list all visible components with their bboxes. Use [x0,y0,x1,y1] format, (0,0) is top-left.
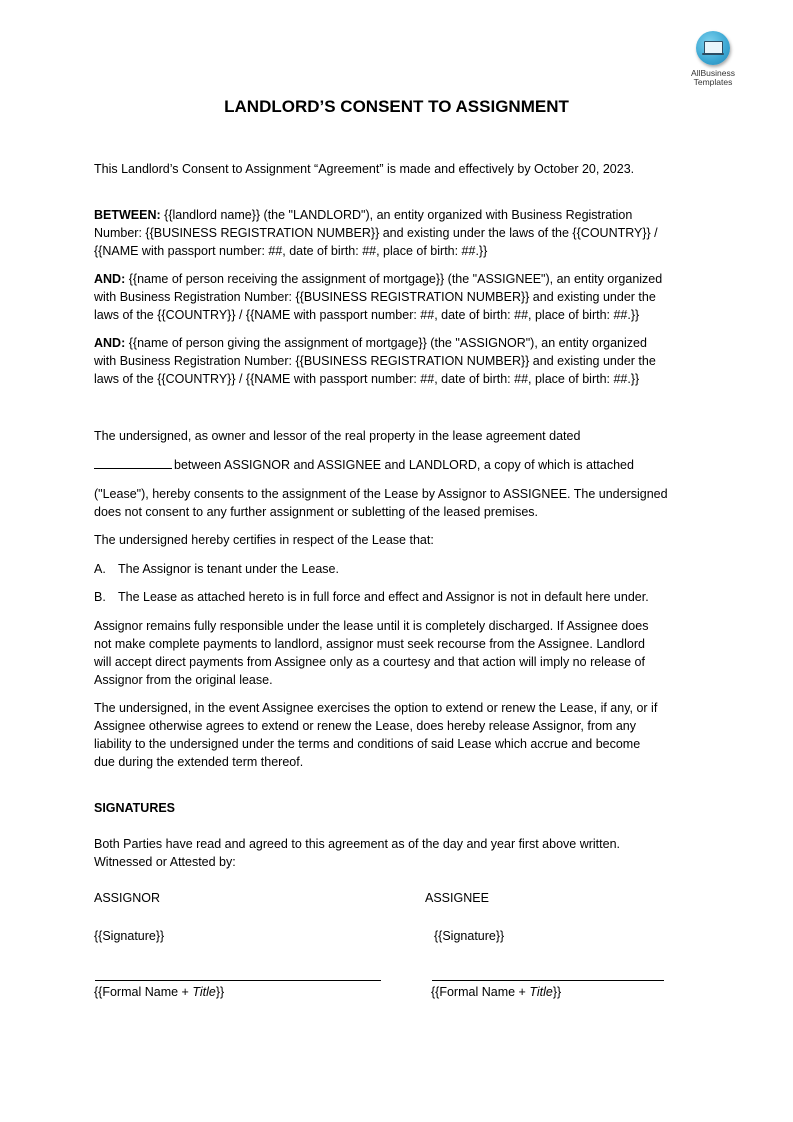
undersigned-paragraph: The undersigned, as owner and lessor of the real property in the lease agreement dated [94,429,581,443]
between-label: BETWEEN: [94,208,161,222]
and-label: AND: [94,336,126,350]
list-item: A. The Assignor is tenant under the Lease. [94,562,339,576]
responsible-paragraph: Assignor remains fully responsible under the lease until it is completely discharged. If Assignee does not make complete payments to landlord, assignor must seek recourse from the Assignee. Landlord will accept direct payments from Assignee only as a courtesy and that action will imply no release of Assignor from the original lease. [94,619,649,687]
certifies-paragraph: The undersigned hereby certifies in respect of the Lease that: [94,533,434,547]
assignee-paragraph: AND: {{name of person receiving the assignment of mortgage}} (the "ASSIGNEE"), an entity organized with Business Registration Number: {{BUSINESS REGISTRATION NUMBER}} and existing under the laws of the {{COUNTRY}} / {{NAME with passport number: ##, date of birth: ##, place of birth: ##.}} [94,272,663,322]
agreed-paragraph: Both Parties have read and agreed to this agreement as of the day and year first above written. Witnessed or Attested by: [94,837,621,869]
between-paragraph: BETWEEN: {{landlord name}} (the "LANDLORD"), an entity organized with Business Registration Number: {{BUSINESS REGISTRATION NUMBER}} and existing under the laws of the {{COUNTRY}} / {{NAME with passport number: ##, date of birth: ##, place of birth: ##.}} [94,208,658,258]
signatures-heading: SIGNATURES [94,801,176,815]
extend-paragraph: The undersigned, in the event Assignee exercises the option to extend or renew the Lease, if any, or if Assignee otherwise agrees to extend or renew the Lease, does hereby release Assignor, from any liability to the undersigned under the terms and conditions of said Lease which accrue and become due during the extended term thereof. [94,701,658,769]
laptop-icon [696,31,730,65]
logo-text: AllBusiness Templates [691,68,735,87]
assignor-signature-placeholder: {{Signature}} [94,929,165,943]
lease-consent-paragraph: ("Lease"), hereby consents to the assignment of the Lease by Assignor to ASSIGNEE. The undersigned does not consent to any further assignment or subletting of the leased premises. [94,487,668,519]
assignee-signature-placeholder: {{Signature}} [434,929,505,943]
assignee-signature-line [432,980,664,981]
intro-paragraph: This Landlord’s Consent to Assignment “Agreement” is made and effectively by October 20, 2023. [94,162,635,176]
and-label: AND: [94,272,126,286]
assignor-paragraph: AND: {{name of person giving the assignment of mortgage}} (the "ASSIGNOR"), an entity organized with Business Registration Number: {{BUSINESS REGISTRATION NUMBER}} and existing under the laws of the {{COUNTRY}} / {{NAME with passport number: ##, date of birth: ##, place of birth: ##.}} [94,336,656,386]
document-title: LANDLORD’S CONSENT TO ASSIGNMENT [224,97,569,116]
assignee-role: ASSIGNEE [425,891,489,905]
assignor-role: ASSIGNOR [94,891,160,905]
assignor-formal-name: {{Formal Name + Title}} [94,985,225,999]
assignee-formal-name: {{Formal Name + Title}} [431,985,562,999]
assignor-signature-line [95,980,381,981]
allbusiness-logo [686,31,740,87]
list-item: B. The Lease as attached hereto is in full force and effect and Assignor is not in default here under. [94,590,649,604]
date-blank [94,456,172,469]
lease-date-line: between ASSIGNOR and ASSIGNEE and LANDLORD, a copy of which is attached [94,456,702,474]
